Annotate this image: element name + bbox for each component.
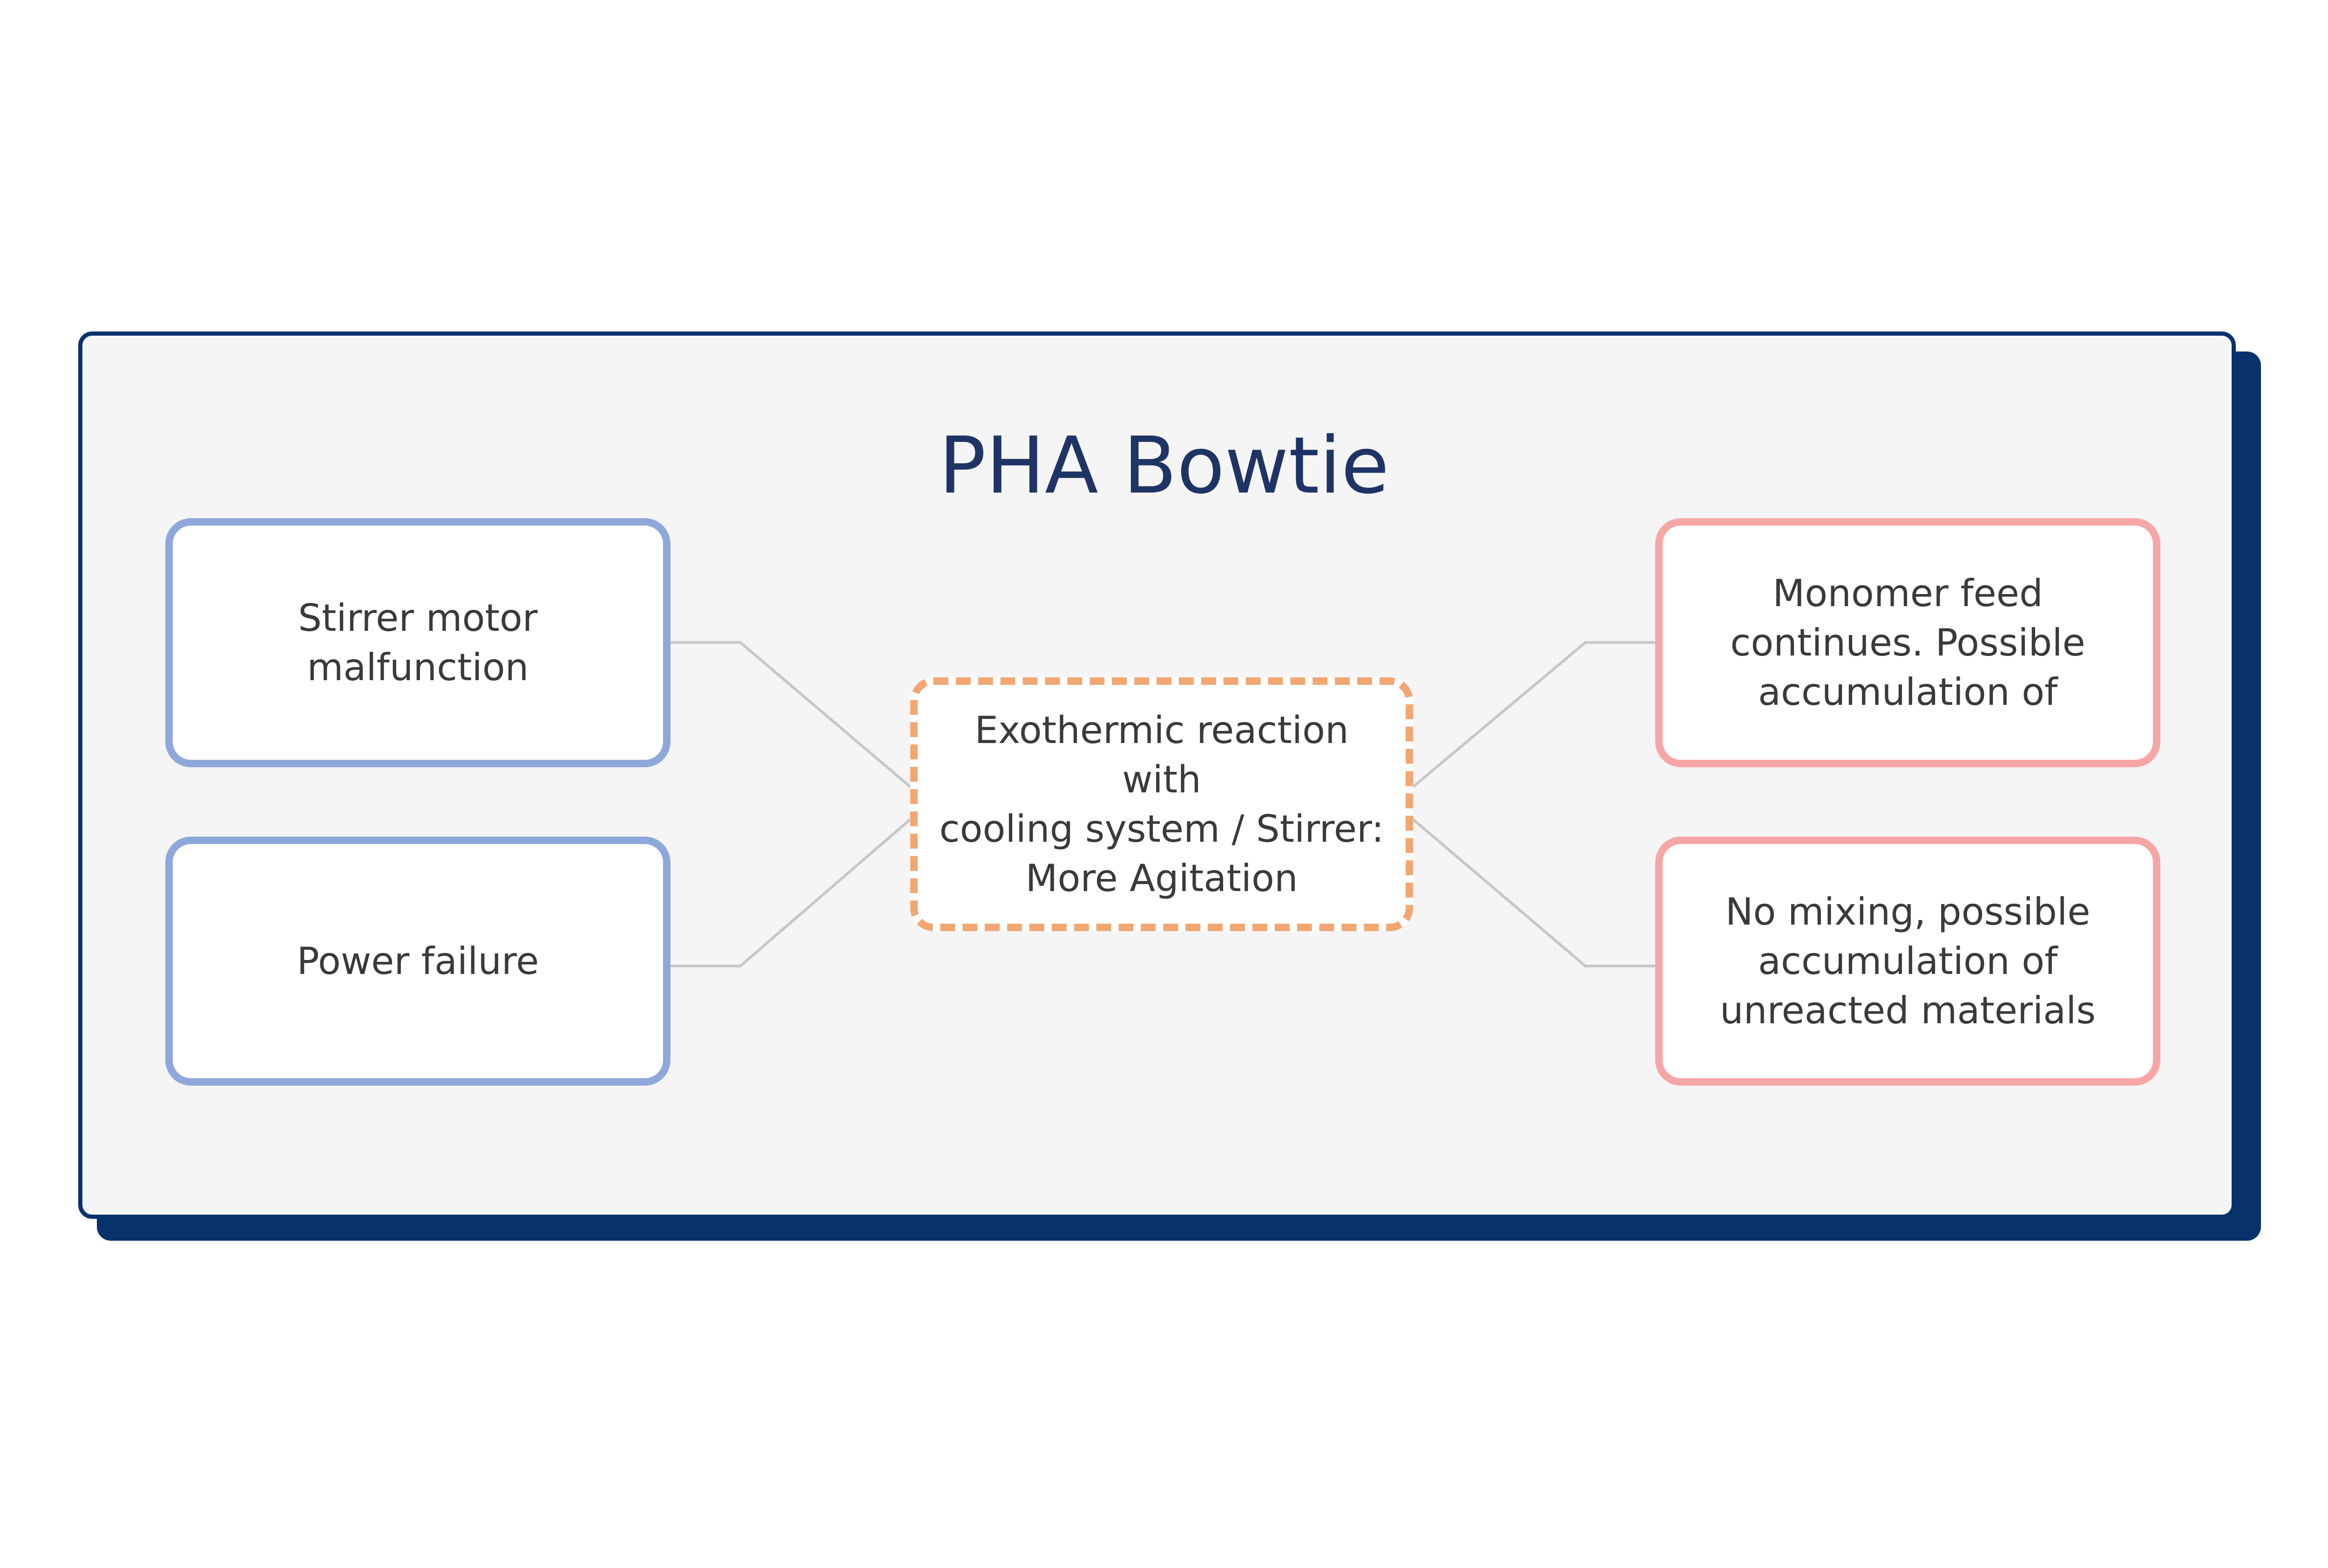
connector-cause-2 [670,819,910,966]
consequence-node-no-mixing[interactable] [1655,837,2160,1086]
connector-consequence-1 [1413,642,1655,787]
diagram-title: PHA Bowtie [939,420,1389,511]
cause-label: Power failure [297,939,539,983]
cause-label: Stirrer motor malfunction [298,596,538,689]
top-event-node[interactable] [910,677,1413,931]
consequence-label: No mixing, possible accumulation of unreacted materials [1719,890,2096,1032]
consequence-label: Monomer feed continues. Possible accumulation of [1730,571,2085,714]
consequence-node-monomer-feed[interactable] [1655,518,2160,767]
top-event-label: Exothermic reaction with cooling system / Stirrer: More Agitation [939,708,1384,900]
cause-node-stirrer-motor[interactable] [165,518,670,767]
cause-node-power-failure[interactable] [165,837,670,1086]
connector-cause-1 [670,642,910,787]
connector-consequence-2 [1413,819,1655,966]
